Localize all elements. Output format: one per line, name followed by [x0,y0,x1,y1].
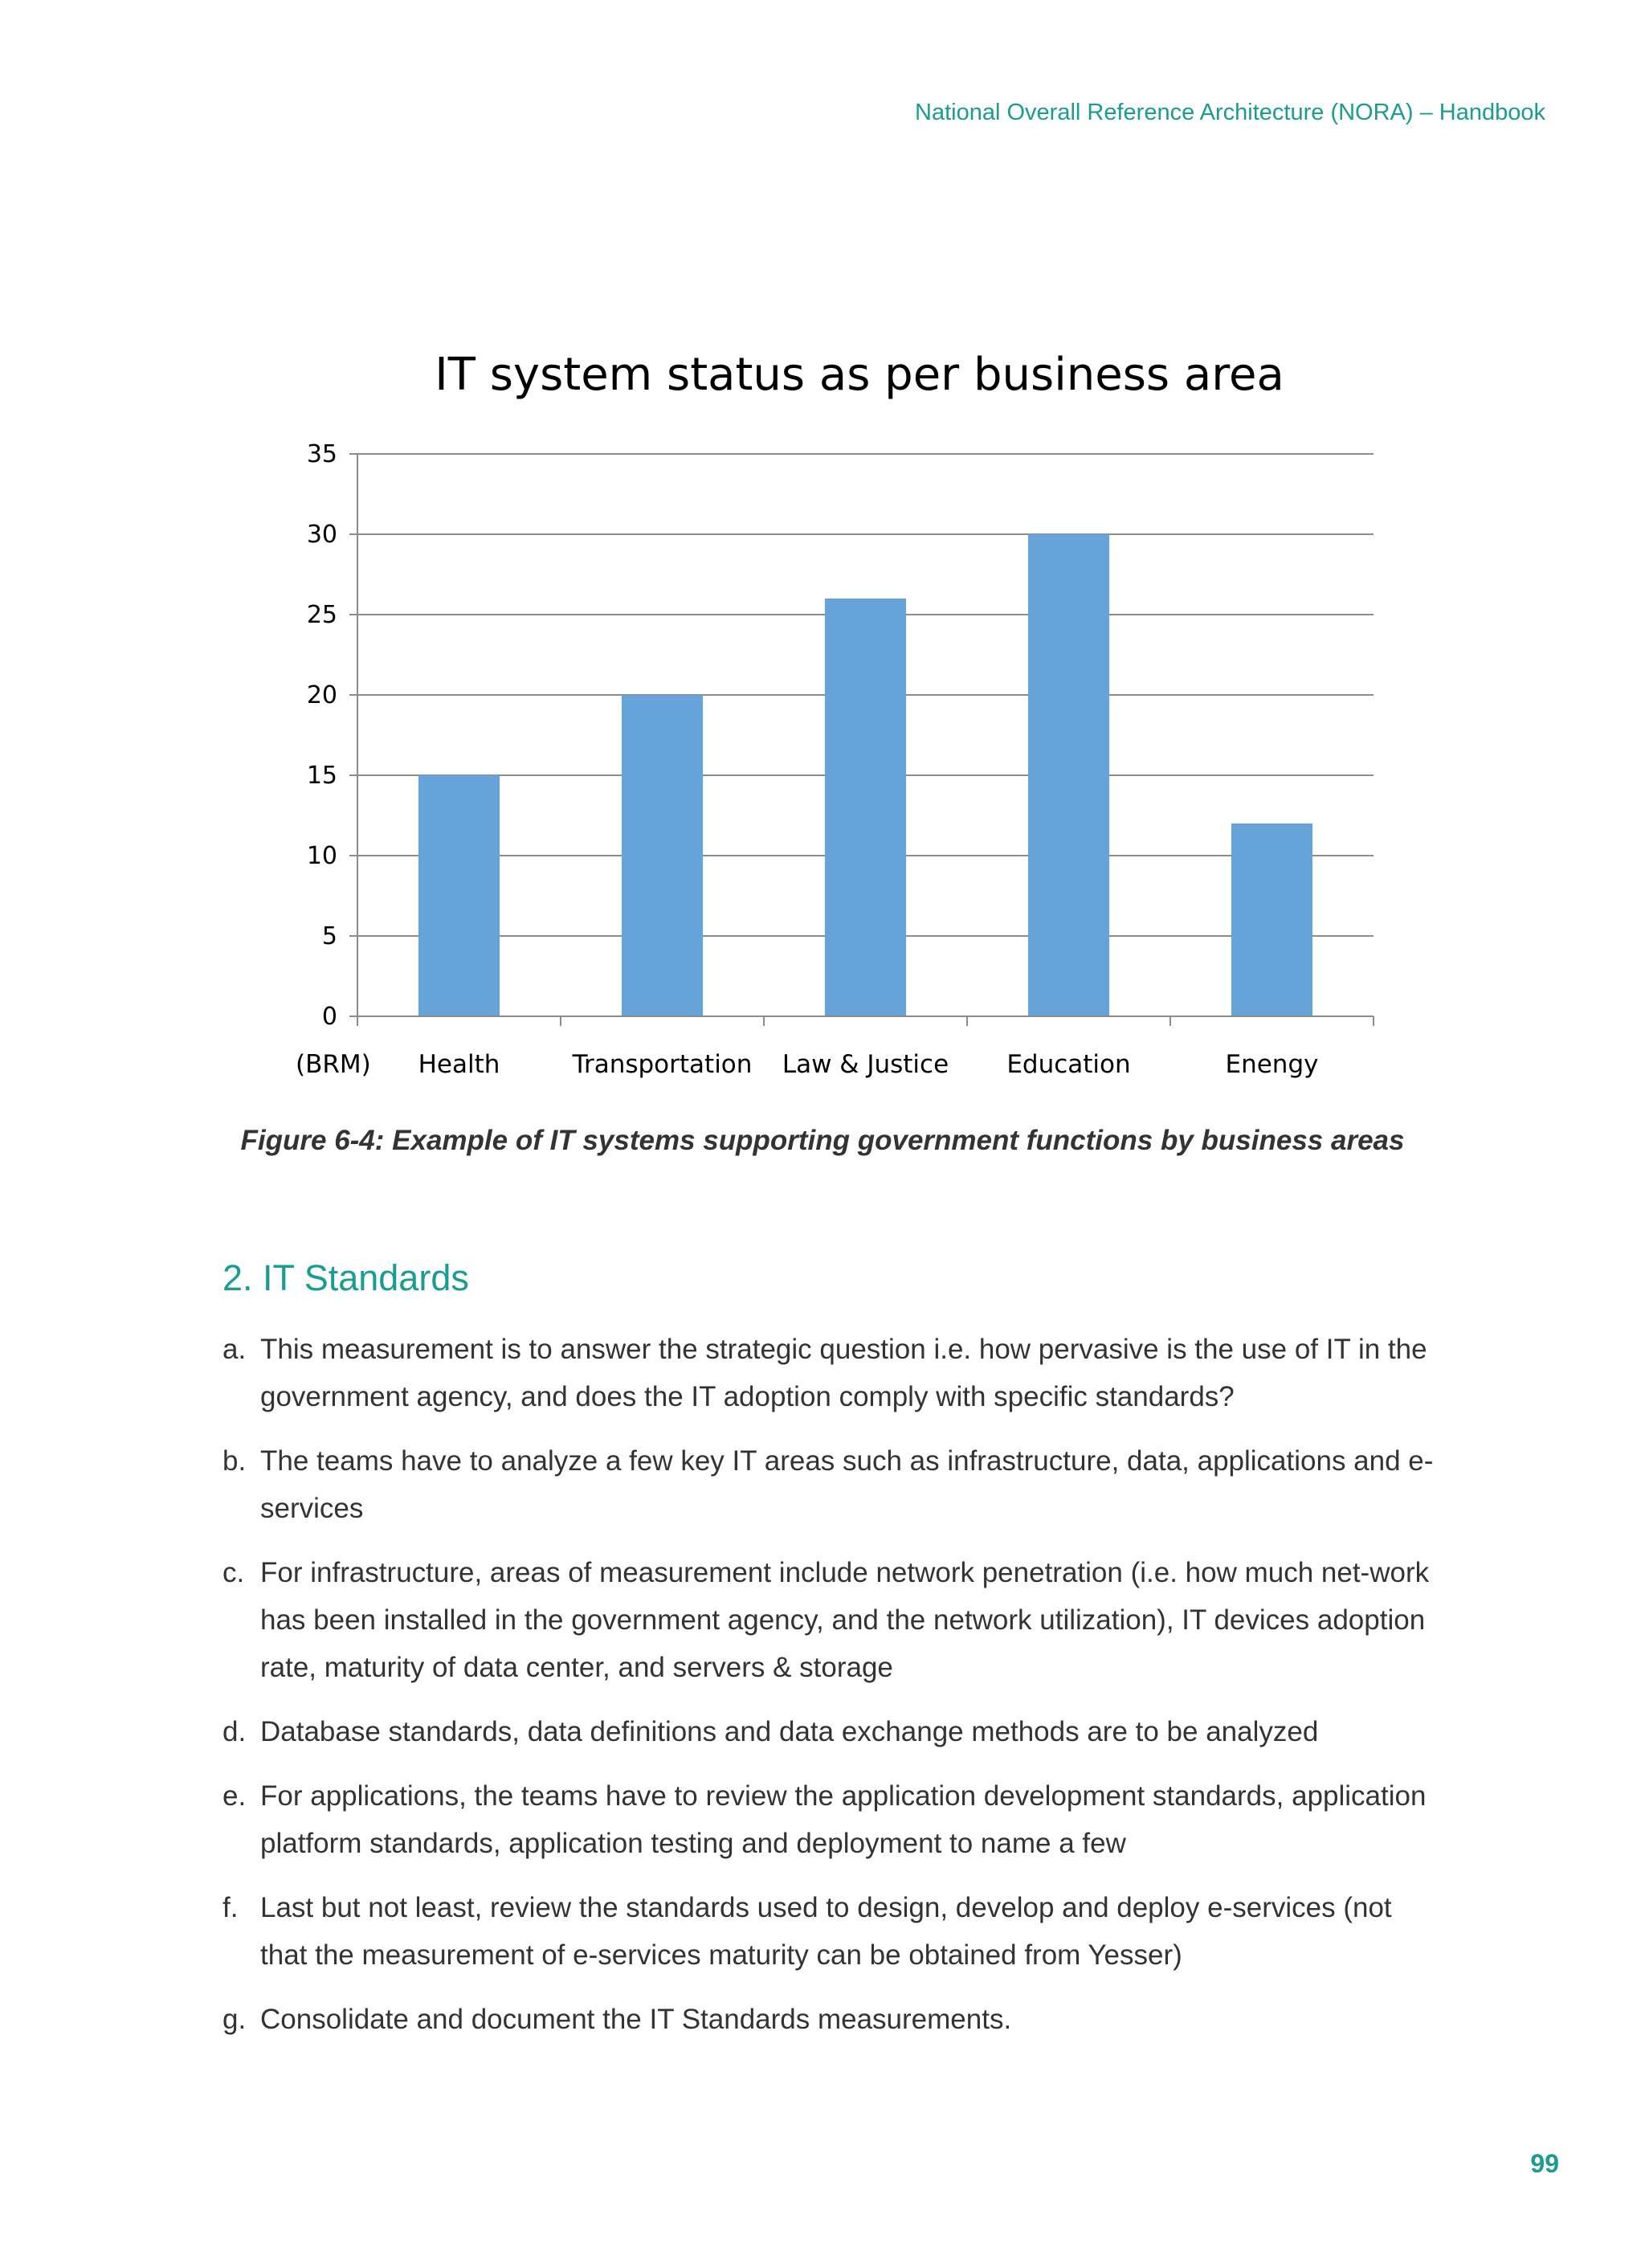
list-item [222,1437,1435,1532]
standards-list [222,1326,1435,2060]
list-item [222,1772,1435,1867]
y-tick-label: 10 [306,842,337,870]
x-category-label: Education [1006,1050,1131,1079]
x-category-label: Enengy [1225,1050,1319,1079]
y-tick-label: 15 [306,762,337,790]
list-marker: g. [222,2004,247,2035]
list-text: Database standards, data definitions and data exchange methods are to be analyzed [260,1716,1319,1747]
y-tick-label: 20 [306,681,337,709]
x-category-label: Health [418,1050,500,1079]
y-tick-label: 35 [306,440,337,468]
list-text: For applications, the teams have to review the application development standards, application platform standards, application testing and deployment to name a few [260,1780,1427,1859]
list-marker: e. [222,1780,247,1812]
list-text: This measurement is to answer the strategic question i.e. how pervasive is the use of IT in the government agency, and does the IT adoption comply with specific standards? [260,1334,1427,1412]
list-item [222,1996,1435,2043]
list-marker: d. [222,1716,247,1747]
bar-chart [273,337,1398,1101]
list-marker: a. [222,1334,247,1365]
list-item [222,1326,1435,1420]
list-text: The teams have to analyze a few key IT areas such as infrastructure, data, applications and e-services [260,1445,1434,1524]
y-tick-label: 5 [321,922,337,950]
y-tick-label: 25 [306,601,337,629]
x-category-label: Law & Justice [782,1050,949,1079]
bar [1231,823,1312,1016]
chart-title: IT system status as per business area [435,349,1284,401]
page-number: 99 [1530,2149,1559,2178]
list-text: Last but not least, review the standards used to design, develop and deploy e-services (not that the measurement of e-services maturity can be obtained from Yesser) [260,1892,1392,1971]
bar [825,599,906,1016]
running-header: National Overall Reference Architecture (NORA) – Handbook [915,100,1545,125]
chart-svg [273,337,1398,1101]
list-item [222,1708,1435,1755]
list-text: For infrastructure, areas of measurement include network penetration (i.e. how much net-work has been installed in the government agency, and the network utilization), IT devices adoption rate, maturity of data center, and servers & storage [260,1557,1430,1683]
list-text: Consolidate and document the IT Standards measurements. [260,2004,1012,2035]
bar [1028,534,1109,1016]
x-category-label: Transportation [572,1050,753,1079]
x-axis-prefix: (BRM) [296,1050,371,1079]
list-marker: b. [222,1445,247,1477]
list-marker: c. [222,1557,245,1588]
list-marker: f. [222,1892,239,1923]
section-title: 2. IT Standards [222,1257,469,1298]
y-tick-label: 0 [321,1003,337,1031]
bar [418,775,500,1016]
list-item [222,1549,1435,1691]
figure-caption: Figure 6-4: Example of IT systems supporting government functions by business areas [240,1125,1405,1156]
bar [622,695,703,1016]
y-tick-label: 30 [306,521,337,549]
list-item [222,1884,1435,1979]
